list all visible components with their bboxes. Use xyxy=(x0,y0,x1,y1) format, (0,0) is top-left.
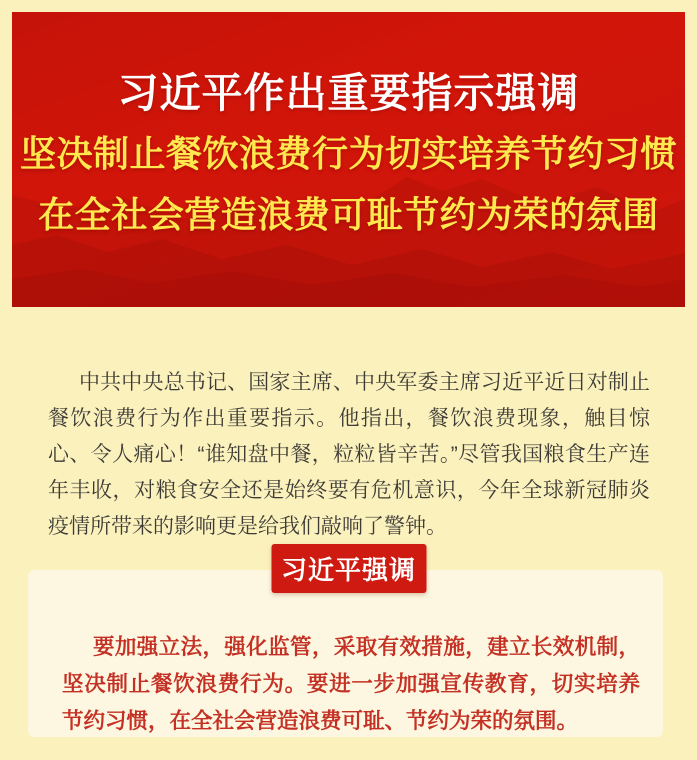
article-paragraph: 中共中央总书记、国家主席、中央军委主席习近平近日对制止餐饮浪费行为作出重要指示。他指出，餐饮浪费现象，触目惊心、令人痛心！“谁知盘中餐，粒粒皆辛苦。”尽管我国粮食生产连年丰收，对粮食安全还是始终要有危机意识，今年全球新冠肺炎疫情所带来的影响更是给我们敲响了警钟。 xyxy=(48,371,650,538)
subtitle-line-2: 在全社会营造浪费可耻节约为荣的氛围 xyxy=(38,194,659,235)
quote-card xyxy=(28,570,663,737)
headline: 习近平作出重要指示强调 xyxy=(117,70,580,116)
emphasis-badge-label: 习近平强调 xyxy=(280,555,416,585)
subtitle-line-1: 坚决制止餐饮浪费行为切实培养节约习惯 xyxy=(19,133,677,174)
quote-text: 要加强立法，强化监管，采取有效措施，建立长效机制，坚决制止餐饮浪费行为。要进一步加强宣传教育，切实培养节约习惯，在全社会营造浪费可耻、节约为荣的氛围。 xyxy=(62,634,640,733)
header-banner xyxy=(12,12,685,307)
emphasis-badge xyxy=(271,544,426,593)
